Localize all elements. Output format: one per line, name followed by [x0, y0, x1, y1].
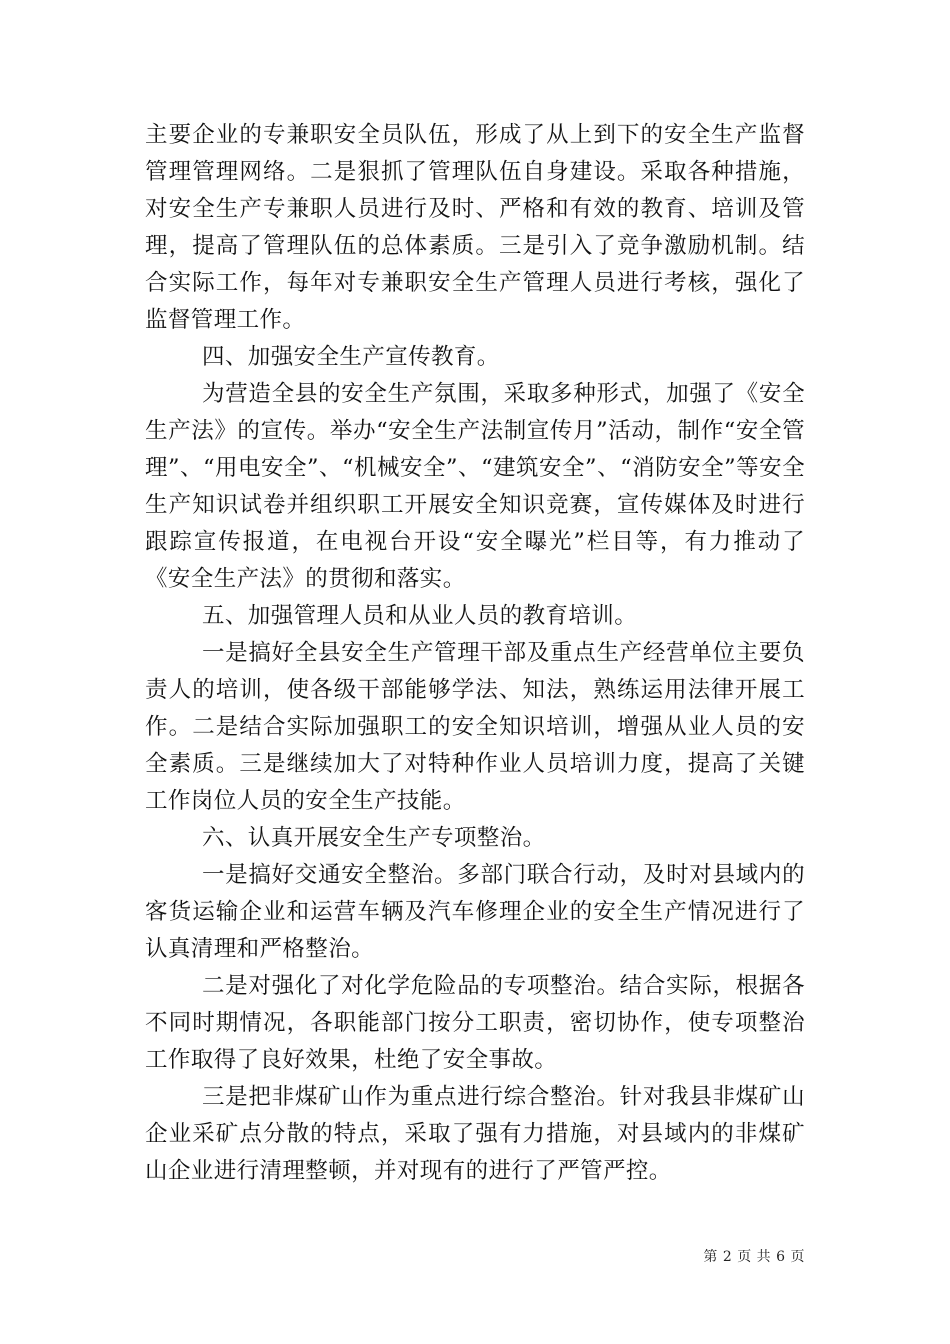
paragraph-5: 二是对强化了对化学危险品的专项整治。结合实际，根据各不同时期情况，各职能部门按分工职责，密切协作，使专项整治工作取得了良好效果，杜绝了安全事故。	[145, 973, 805, 1073]
paragraph-3: 一是搞好全县安全生产管理干部及重点生产经营单位主要负责人的培训，使各级干部能够学法、知法，熟练运用法律开展工作。二是结合实际加强职工的安全知识培训，增强从业人员的安全素质。三是继续加大了对特种作业人员培训力度，提高了关键工作岗位人员的安全生产技能。	[145, 640, 805, 814]
document-body	[145, 117, 805, 1190]
section-heading-4: 四、加强安全生产宣传教育。	[202, 344, 500, 370]
paragraph-2: 为营造全县的安全生产氛围，采取多种形式，加强了《安全生产法》的宣传。举办“安全生产法制宣传月”活动，制作“安全管理”、“用电安全”、“机械安全”、“建筑安全”、“消防安全”等安全生产知识试卷并组织职工开展安全知识竞赛，宣传媒体及时进行跟踪宣传报道，在电视台开设“安全曝光”栏目等，有力推动了《安全生产法》的贯彻和落实。	[145, 381, 805, 592]
page-number-footer: 第 2 页 共 6 页	[703, 1249, 805, 1265]
paragraph-6: 三是把非煤矿山作为重点进行综合整治。针对我县非煤矿山企业采矿点分散的特点，采取了强有力措施，对县域内的非煤矿山企业进行清理整顿，并对现有的进行了严管严控。	[145, 1084, 805, 1184]
paragraph-4: 一是搞好交通安全整治。多部门联合行动，及时对县域内的客货运输企业和运营车辆及汽车修理企业的安全生产情况进行了认真清理和严格整治。	[145, 862, 805, 962]
section-heading-6: 六、认真开展安全生产专项整治。	[202, 825, 546, 851]
section-heading-5: 五、加强管理人员和从业人员的教育培训。	[202, 603, 638, 629]
paragraph-1: 主要企业的专兼职安全员队伍，形成了从上到下的安全生产监督管理管理网络。二是狠抓了管理队伍自身建设。采取各种措施，对安全生产专兼职人员进行及时、严格和有效的教育、培训及管理，提高了管理队伍的总体素质。三是引入了竞争激励机制。结合实际工作，每年对专兼职安全生产管理人员进行考核，强化了监督管理工作。	[145, 122, 805, 333]
